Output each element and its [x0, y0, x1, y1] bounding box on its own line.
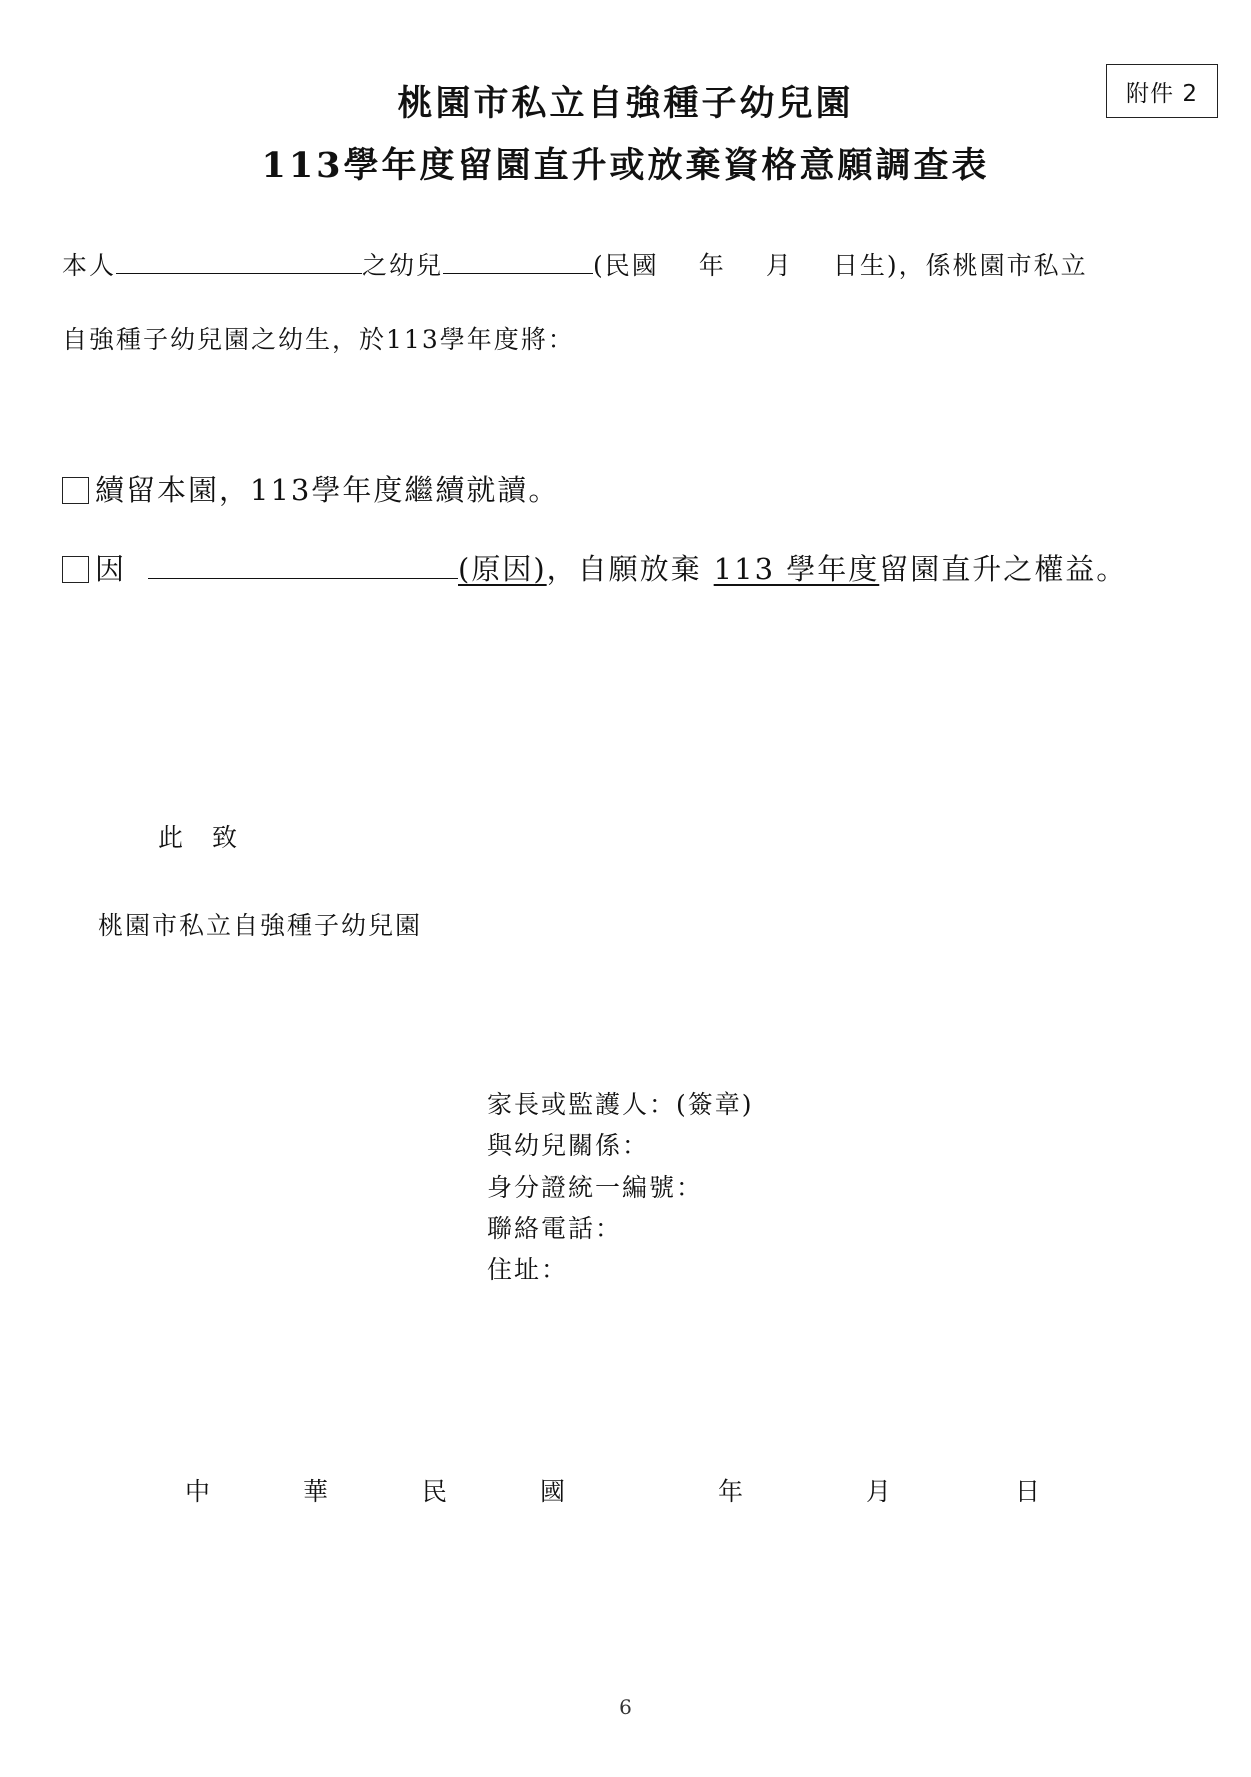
page-title: 桃園市私立自強種子幼兒園	[397, 83, 854, 124]
guardian-signature: 家長或監護人：(簽章)	[487, 1090, 754, 1119]
give-up-reason: (原因)	[458, 552, 547, 586]
option-give-up	[62, 547, 1127, 588]
closing-text: 此 致	[158, 823, 240, 852]
statement-line-1	[62, 246, 1088, 282]
child-name-field[interactable]	[443, 249, 593, 274]
date-month: 月	[866, 1477, 892, 1506]
parent-name-field[interactable]	[116, 249, 362, 274]
statement-month: 月	[765, 251, 793, 280]
statement-line-2: 自強種子幼兒園之幼生，於113學年度將：	[62, 325, 575, 354]
give-up-mid: ，自願放棄	[546, 552, 702, 586]
reason-field[interactable]	[148, 550, 458, 579]
page-number: 6	[619, 1695, 632, 1719]
phone-field: 聯絡電話：	[487, 1214, 623, 1243]
date-year: 年	[718, 1477, 744, 1506]
option-stay	[62, 468, 559, 509]
date-day: 日	[1015, 1477, 1041, 1506]
statement-year: 年	[698, 251, 726, 280]
date-guo: 國	[540, 1477, 566, 1506]
give-up-suffix: 留園直升之權益。	[879, 552, 1128, 586]
address-field: 住址：	[487, 1255, 569, 1284]
statement-day: 日生)，係桃園市私立	[832, 251, 1088, 280]
relationship-field: 與幼兒關係：	[487, 1131, 650, 1160]
stay-label: 續留本園，113學年度繼續就讀。	[95, 473, 560, 507]
statement-self: 本人	[62, 251, 117, 280]
page-subtitle: 113學年度留園直升或放棄資格意願調查表	[261, 145, 990, 186]
id-number-field: 身分證統一編號：	[487, 1173, 704, 1202]
give-up-prefix: 因	[95, 552, 127, 586]
attachment-label: 附件 2	[1106, 64, 1218, 118]
date-zhong: 中	[185, 1477, 211, 1506]
give-up-year: 113 學年度	[713, 552, 880, 586]
stay-checkbox[interactable]	[62, 477, 89, 504]
statement-child: 之幼兒	[362, 251, 444, 280]
give-up-checkbox[interactable]	[62, 556, 89, 583]
statement-roc: (民國	[593, 251, 659, 280]
date-min: 民	[422, 1477, 448, 1506]
date-hua: 華	[303, 1477, 329, 1506]
addressee: 桃園市私立自強種子幼兒園	[98, 911, 423, 940]
